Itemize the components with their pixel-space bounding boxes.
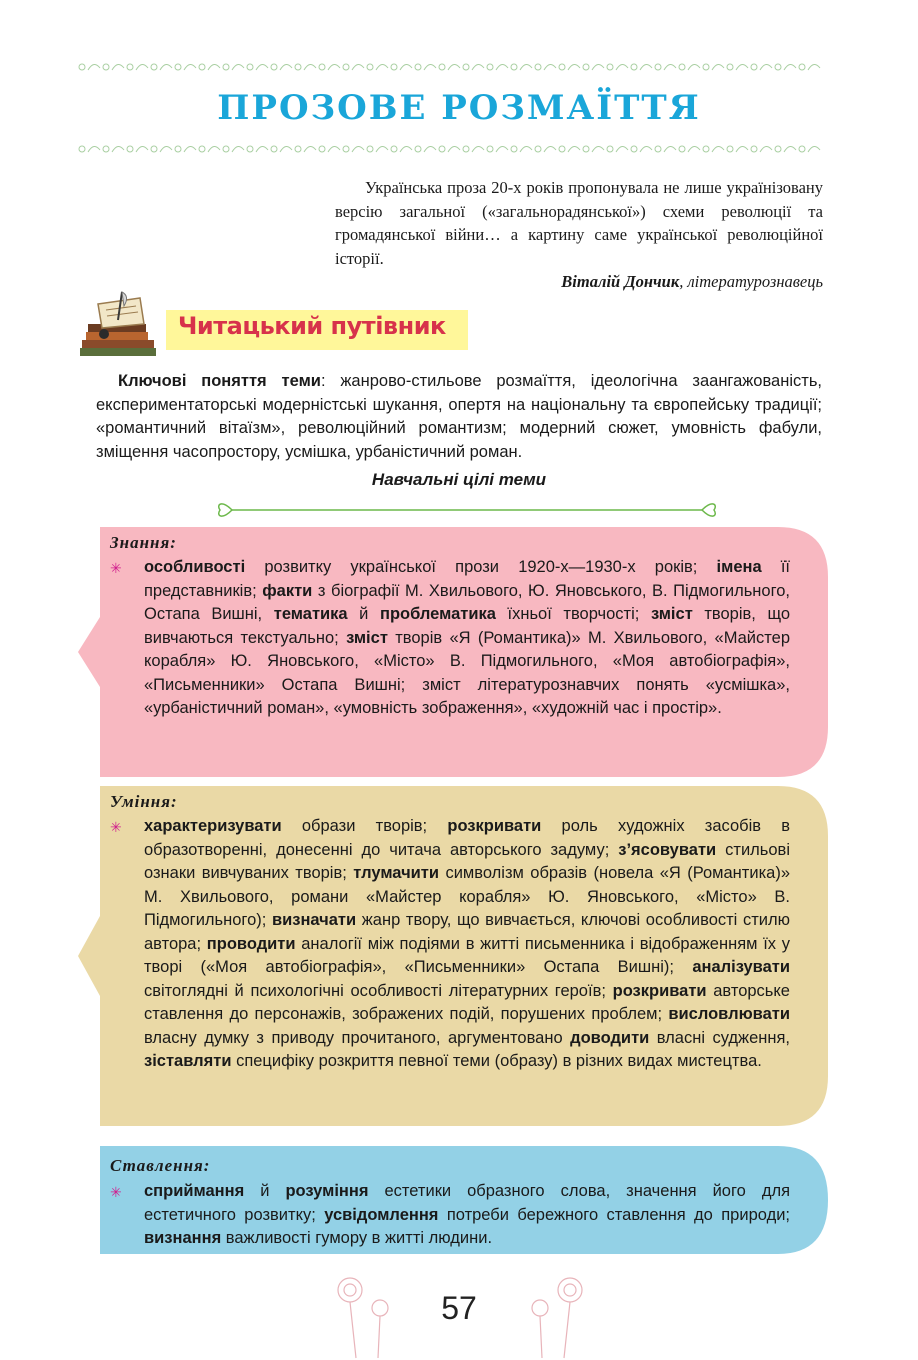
ornament-dot — [751, 146, 757, 152]
ornament-dot — [463, 146, 469, 152]
ornament-curl — [544, 146, 556, 152]
ornament-dot — [559, 64, 565, 70]
text-run: власну думку з приводу прочитаного, аргументовано — [144, 1028, 571, 1047]
epigraph-author: Віталій Дончик — [561, 272, 680, 291]
ornament-dot — [583, 64, 589, 70]
text-run: важливості гумору в житті людини. — [221, 1229, 493, 1247]
ornament-curl — [736, 64, 748, 70]
ornament-dot — [679, 64, 685, 70]
text-run: роль художніх засобів в образотворенні, донесенні до читача авторського задуму; — [144, 817, 790, 859]
ornament-dot — [703, 64, 709, 70]
attitude-label: Ставлення: — [110, 1156, 211, 1175]
ornament-curl — [88, 64, 100, 70]
knowledge-text — [144, 556, 790, 721]
ornament-dot — [319, 64, 325, 70]
key-term: зміст — [650, 605, 693, 623]
ornament-curl — [448, 64, 460, 70]
key-term: тематика — [273, 605, 348, 623]
ornament-curl — [472, 146, 484, 152]
ornament-dot — [223, 64, 229, 70]
ornament-curl — [184, 64, 196, 70]
ornament-curl — [496, 146, 508, 152]
text-run: розвитку української прози 1920-х—1930-х років; — [245, 558, 717, 576]
guide-title: Читацький путівник — [178, 312, 446, 340]
ornament-dot — [607, 146, 613, 152]
page-number: 57 — [441, 1290, 477, 1326]
text-run: з біографії М. Хвильового, Ю. Яновського, В. Підмогильного, Остапа Вишні, — [144, 581, 790, 623]
ornament-dot — [367, 146, 373, 152]
skills-panel — [100, 786, 824, 1126]
ornament-dot — [607, 64, 613, 70]
ornament-dot — [271, 64, 277, 70]
key-term: усвідомлення — [324, 1205, 439, 1224]
ornament-curl — [160, 64, 172, 70]
ornament-dot — [151, 146, 157, 152]
ornament-curl — [712, 146, 724, 152]
ornament-dot — [511, 146, 517, 152]
ornament-dot — [391, 64, 397, 70]
ornament-curl — [712, 64, 724, 70]
ornament-dot — [103, 64, 109, 70]
key-term: тлумачити — [353, 864, 440, 882]
ornament-curl — [544, 64, 556, 70]
key-term: особливості — [144, 558, 246, 576]
key-term: розкривати — [447, 817, 542, 835]
ornament-curl — [736, 146, 748, 152]
ornament-curl — [136, 146, 148, 152]
ornament-dot — [487, 64, 493, 70]
ornament-dot — [79, 64, 85, 70]
skills-label: Уміння: — [110, 792, 178, 811]
ornament-dot — [415, 146, 421, 152]
text-run: образи творів; — [281, 817, 448, 835]
ornament-dot — [199, 146, 205, 152]
text-run: специфіку розкриття певної теми (образу) в різних видах мистецтва. — [231, 1052, 762, 1070]
text-run: естетики образного слова, значення його для естетичного розвитку; — [144, 1182, 791, 1224]
ornament-curl — [568, 146, 580, 152]
ornament-curl — [232, 146, 244, 152]
ornament-dot — [319, 146, 325, 152]
ornament-curl — [688, 64, 700, 70]
epigraph — [335, 176, 823, 294]
ornament-dot — [631, 146, 637, 152]
ornament-dot — [175, 64, 181, 70]
ornament-curl — [760, 64, 772, 70]
key-term: з’ясовувати — [618, 840, 717, 859]
ornament-dot — [439, 64, 445, 70]
ornament-curl — [208, 146, 220, 152]
books-quill-icon — [78, 290, 162, 360]
epigraph-text: Українська проза 20-х років пропонувала не лише українізовану версію загальної («загальнорадянської») схеми революції та громадянської війни… а картину саме української революційної історії. — [335, 178, 823, 268]
ornament-dot — [703, 146, 709, 152]
ornament-curl — [616, 64, 628, 70]
key-term: проблематика — [379, 605, 496, 623]
ornament-curl — [280, 146, 292, 152]
ornament-curl — [520, 146, 532, 152]
ornament-curl — [352, 146, 364, 152]
ornament-dot — [79, 146, 85, 152]
key-term: аналізувати — [692, 958, 790, 976]
ornament-curl — [184, 146, 196, 152]
ornament-dot — [655, 64, 661, 70]
ornament-curl — [112, 146, 124, 152]
ornament-curl — [424, 64, 436, 70]
ornament-dot — [343, 146, 349, 152]
ornament-curl — [208, 64, 220, 70]
ornament-dot — [559, 146, 565, 152]
text-run: світоглядні й психологічні особливості літературних героїв; — [144, 981, 613, 1000]
ornament-dot — [295, 64, 301, 70]
ornament-dot — [247, 64, 253, 70]
ornament-dot — [175, 146, 181, 152]
ornament-curl — [112, 64, 124, 70]
ornament-curl — [400, 64, 412, 70]
ornament-curl — [160, 146, 172, 152]
key-term: визнання — [144, 1229, 222, 1247]
ornament-curl — [688, 146, 700, 152]
ornament-curl — [568, 64, 580, 70]
key-concepts-label: Ключові поняття теми — [118, 372, 321, 390]
ornament-dot — [535, 64, 541, 70]
ornament-dot — [127, 146, 133, 152]
ornament-dot — [439, 146, 445, 152]
knowledge-panel — [100, 527, 824, 777]
ornament-dot — [367, 64, 373, 70]
key-term: розуміння — [285, 1182, 369, 1200]
text-run: символізм образів (новела «Я (Романтика)» М. Хвильового, романи «Майстер корабля» Ю. Яновського, «Місто» В. Підмогильного); — [144, 864, 790, 929]
ornament-curl — [784, 146, 796, 152]
ornament-dot — [151, 64, 157, 70]
ornament-dot — [511, 64, 517, 70]
ornament-curl — [280, 64, 292, 70]
ornament-dot — [271, 146, 277, 152]
ornament-curl — [304, 146, 316, 152]
ornament-dot — [583, 146, 589, 152]
text-run: творів «Я (Романтика)» М. Хвильового, «Майстер корабля» Ю. Яновського, «Місто» В. Підмогильного, «Моя автобіографія», «Письменники» Остапа Вишні; зміст літературознавчих понять «усмішка», «урбаністичний роман», «умовність зображення», «художній час і простір». — [144, 628, 790, 717]
ornament-dot — [463, 64, 469, 70]
page-title: ПРОЗОВЕ РОЗМАЇТТЯ — [217, 88, 701, 128]
ornament-curl — [664, 146, 676, 152]
key-term: проводити — [206, 934, 296, 953]
ornament-dot — [727, 64, 733, 70]
ornament-dot — [487, 146, 493, 152]
text-run: аналогії між подіями в житті письменника і відображенням їх у творі («Моя автобіографія», «Письменники» Остапа Вишні); — [144, 934, 790, 976]
key-term: висловлювати — [668, 1005, 790, 1023]
key-term: факти — [262, 581, 313, 600]
key-term: сприймання — [144, 1182, 245, 1200]
skills-bullet: ✳ — [110, 819, 122, 835]
ornament-curl — [232, 64, 244, 70]
ornament-curl — [520, 64, 532, 70]
text-run: її представників; — [144, 558, 790, 600]
ornament-dot — [535, 146, 541, 152]
ornament-curl — [376, 146, 388, 152]
ornament-curl — [376, 64, 388, 70]
ornament-curl — [784, 64, 796, 70]
ornament-curl — [640, 146, 652, 152]
skills-text — [144, 815, 790, 1074]
ornament-curl — [328, 64, 340, 70]
ornament-curl — [592, 64, 604, 70]
ornament-dot — [127, 64, 133, 70]
epigraph-role: , літературознавець — [679, 272, 823, 291]
ornament-curl — [352, 64, 364, 70]
attitude-panel — [100, 1146, 824, 1254]
knowledge-bullet: ✳ — [110, 560, 122, 576]
ornament-dot — [775, 64, 781, 70]
ornament-curl — [760, 146, 772, 152]
key-concepts-text: : жанрово-стильове розмаїття, ідеологічна заангажованість, експериментаторські модерністські шукання, опертя на національну та європейську традиції; «романтичний вітаїзм», революційний романтизм; модерний сюжет, умовність фабули, зміщення часопростору, усмішка, урбаністичний роман. — [96, 372, 823, 461]
attitude-text — [144, 1180, 790, 1251]
ornament-curl — [616, 146, 628, 152]
key-term: характеризувати — [144, 817, 282, 835]
ornament-dot — [799, 146, 805, 152]
key-term: розкривати — [612, 981, 707, 1000]
text-run: й — [244, 1182, 286, 1200]
text-run: потреби бережного ставлення до природи; — [438, 1205, 790, 1224]
text-run: стильові ознаки вивчуваних творів; — [144, 840, 790, 882]
epigraph-attribution — [335, 270, 823, 294]
ornament-dot — [727, 146, 733, 152]
ornament-dot — [679, 146, 685, 152]
key-term: зміст — [346, 628, 388, 647]
ornament-curl — [472, 64, 484, 70]
ornament-dot — [415, 64, 421, 70]
text-run: творів, що вивчаються текстуально; — [144, 605, 791, 647]
key-term: визначати — [271, 911, 357, 929]
ornament-curl — [640, 64, 652, 70]
ornament-curl — [256, 146, 268, 152]
ornament-dot — [751, 64, 757, 70]
ornament-dot — [775, 146, 781, 152]
ornament-curl — [808, 64, 820, 70]
text-run: їхньої творчості; — [495, 605, 651, 623]
ornament-curl — [592, 146, 604, 152]
goals-title: Навчальні цілі теми — [371, 470, 547, 489]
ornament-dot — [103, 146, 109, 152]
ornament-curl — [136, 64, 148, 70]
ornament-dot — [391, 146, 397, 152]
ornament-curl — [304, 64, 316, 70]
ornament-curl — [328, 146, 340, 152]
knowledge-label: Знання: — [110, 533, 177, 552]
top-ornament-row — [78, 58, 826, 76]
ornament-dot — [199, 64, 205, 70]
text-run: й — [347, 605, 380, 623]
ornament-curl — [88, 146, 100, 152]
ornament-dot — [295, 146, 301, 152]
ornament-dot — [247, 146, 253, 152]
bottom-ornament-row — [78, 140, 826, 158]
ornament-curl — [400, 146, 412, 152]
ornament-dot — [799, 64, 805, 70]
ornament-dot — [343, 64, 349, 70]
ornament-curl — [448, 146, 460, 152]
key-term: доводити — [570, 1028, 650, 1047]
ornament-curl — [424, 146, 436, 152]
ornament-curl — [664, 64, 676, 70]
ornament-dot — [655, 146, 661, 152]
text-run: авторське ставлення до персонажів, зображених подій, порушених проблем; — [144, 981, 790, 1023]
key-term: імена — [716, 558, 762, 576]
goals-divider — [212, 496, 722, 524]
ornament-curl — [808, 146, 820, 152]
ornament-dot — [223, 146, 229, 152]
text-run: власні судження, — [649, 1028, 790, 1047]
ornament-curl — [496, 64, 508, 70]
ornament-curl — [256, 64, 268, 70]
text-run: жанр твору, що вивчається, ключові особливості стилю автора; — [144, 911, 790, 953]
attitude-bullet: ✳ — [110, 1184, 122, 1200]
key-concepts — [96, 370, 822, 464]
key-term: зіставляти — [144, 1052, 232, 1070]
ornament-dot — [631, 64, 637, 70]
